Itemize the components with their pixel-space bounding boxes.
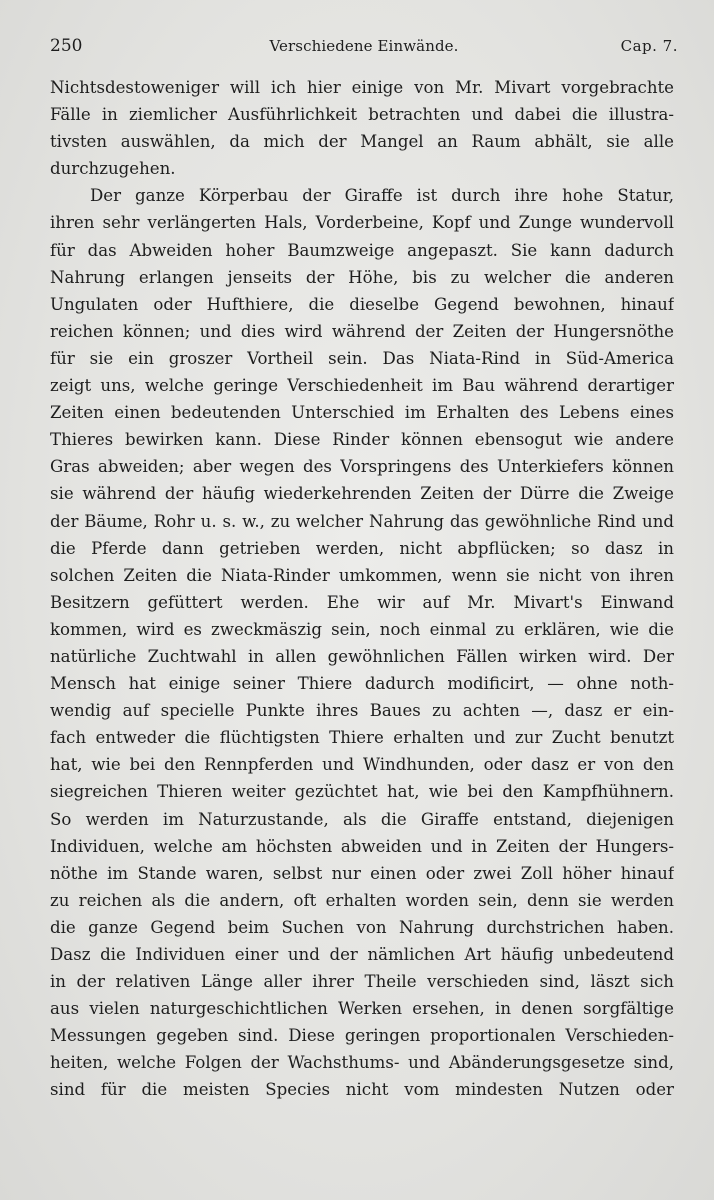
text-line: sind für die meisten Species nicht vom mindesten Nutzen oder — [50, 1080, 674, 1100]
text-line: Mensch hat einige seiner Thiere dadurch modificirt, — ohne noth- — [50, 674, 674, 694]
text-line: ihren sehr verlängerten Hals, Vorderbeine, Kopf und Zunge wundervoll — [50, 213, 674, 233]
page-number: 250 — [50, 36, 83, 56]
text-line: die Pferde dann getrieben werden, nicht abpflücken; so dasz in — [50, 538, 674, 558]
text-line: Thieres bewirken kann. Diese Rinder können ebensogut wie andere — [50, 430, 674, 450]
text-line: heiten, welche Folgen der Wachsthums- und Abänderungsgesetze sind, — [50, 1053, 674, 1073]
text-line: für das Abweiden hoher Baumzweige angepaszt. Sie kann dadurch — [50, 240, 674, 260]
text-line: zu reichen als die andern, oft erhalten worden sein, denn sie werden — [50, 890, 674, 910]
text-line: in der relativen Länge aller ihrer Theile verschieden sind, läszt sich — [50, 972, 674, 992]
text-line: natürliche Zuchtwahl in allen gewöhnlichen Fällen wirken wird. Der — [50, 646, 674, 666]
text-line: Fälle in ziemlicher Ausführlichkeit betrachten und dabei die illustra- — [50, 105, 674, 125]
chapter-reference: Cap. 7. — [620, 37, 678, 55]
text-line: tivsten auswählen, da mich der Mangel an Raum abhält, sie alle — [50, 132, 674, 152]
text-line: wendig auf specielle Punkte ihres Baues zu achten —, dasz er ein- — [50, 701, 674, 721]
text-line: kommen, wird es zweckmäszig sein, noch einmal zu erklären, wie die — [50, 619, 674, 639]
text-line: solchen Zeiten die Niata-Rinder umkommen, wenn sie nicht von ihren — [50, 565, 674, 585]
text-line: siegreichen Thieren weiter gezüchtet hat, wie bei den Kampfhühnern. — [50, 782, 674, 802]
text-line: nöthe im Stande waren, selbst nur einen oder zwei Zoll höher hinauf — [50, 863, 674, 883]
text-line: Individuen, welche am höchsten abweiden und in Zeiten der Hungers- — [50, 836, 674, 856]
text-line: Messungen gegeben sind. Diese geringen proportionalen Verschieden- — [50, 1026, 674, 1046]
text-line: Nahrung erlangen jenseits der Höhe, bis zu welcher die anderen — [50, 267, 674, 287]
text-line: fach entweder die flüchtigsten Thiere erhalten und zur Zucht benutzt — [50, 728, 674, 748]
text-line: der Bäume, Rohr u. s. w., zu welcher Nahrung das gewöhnliche Rind und — [50, 511, 674, 531]
text-line: Zeiten einen bedeutenden Unterschied im Erhalten des Lebens eines — [50, 403, 674, 423]
text-line: Dasz die Individuen einer und der nämlichen Art häufig unbedeutend — [50, 945, 674, 964]
text-line: zeigt uns, welche geringe Verschiedenheit im Bau während derartiger — [50, 376, 674, 396]
body-text — [50, 74, 674, 1104]
text-line: So werden im Naturzustande, als die Giraffe entstand, diejenigen — [50, 809, 674, 829]
text-line: durchzugehen. — [50, 159, 176, 179]
text-line: Ungulaten oder Hufthiere, die dieselbe Gegend bewohnen, hinauf — [50, 294, 674, 314]
running-header — [50, 34, 678, 60]
text-line: die ganze Gegend beim Suchen von Nahrung durchstrichen haben. — [50, 917, 674, 937]
text-line: reichen können; und dies wird während der Zeiten der Hungersnöthe — [50, 321, 674, 341]
text-line: hat, wie bei den Rennpferden und Windhunden, oder dasz er von den — [50, 755, 674, 775]
running-title: Verschiedene Einwände. — [269, 37, 459, 55]
text-line: Besitzern gefüttert werden. Ehe wir auf Mr. Mivart's Einwand — [50, 592, 674, 612]
text-line: Der ganze Körperbau der Giraffe ist durch ihre hohe Statur, — [90, 186, 674, 206]
text-line: sie während der häufig wiederkehrenden Zeiten der Dürre die Zweige — [50, 484, 674, 504]
text-line: aus vielen naturgeschichtlichen Werken ersehen, in denen sorgfältige — [50, 999, 674, 1019]
text-line: Gras abweiden; aber wegen des Vorspringens des Unterkiefers können — [50, 457, 674, 477]
text-line: Nichtsdestoweniger will ich hier einige von Mr. Mivart vorgebrachte — [50, 78, 674, 97]
text-line: für sie ein groszer Vortheil sein. Das Niata-Rind in Süd-America — [50, 348, 674, 368]
